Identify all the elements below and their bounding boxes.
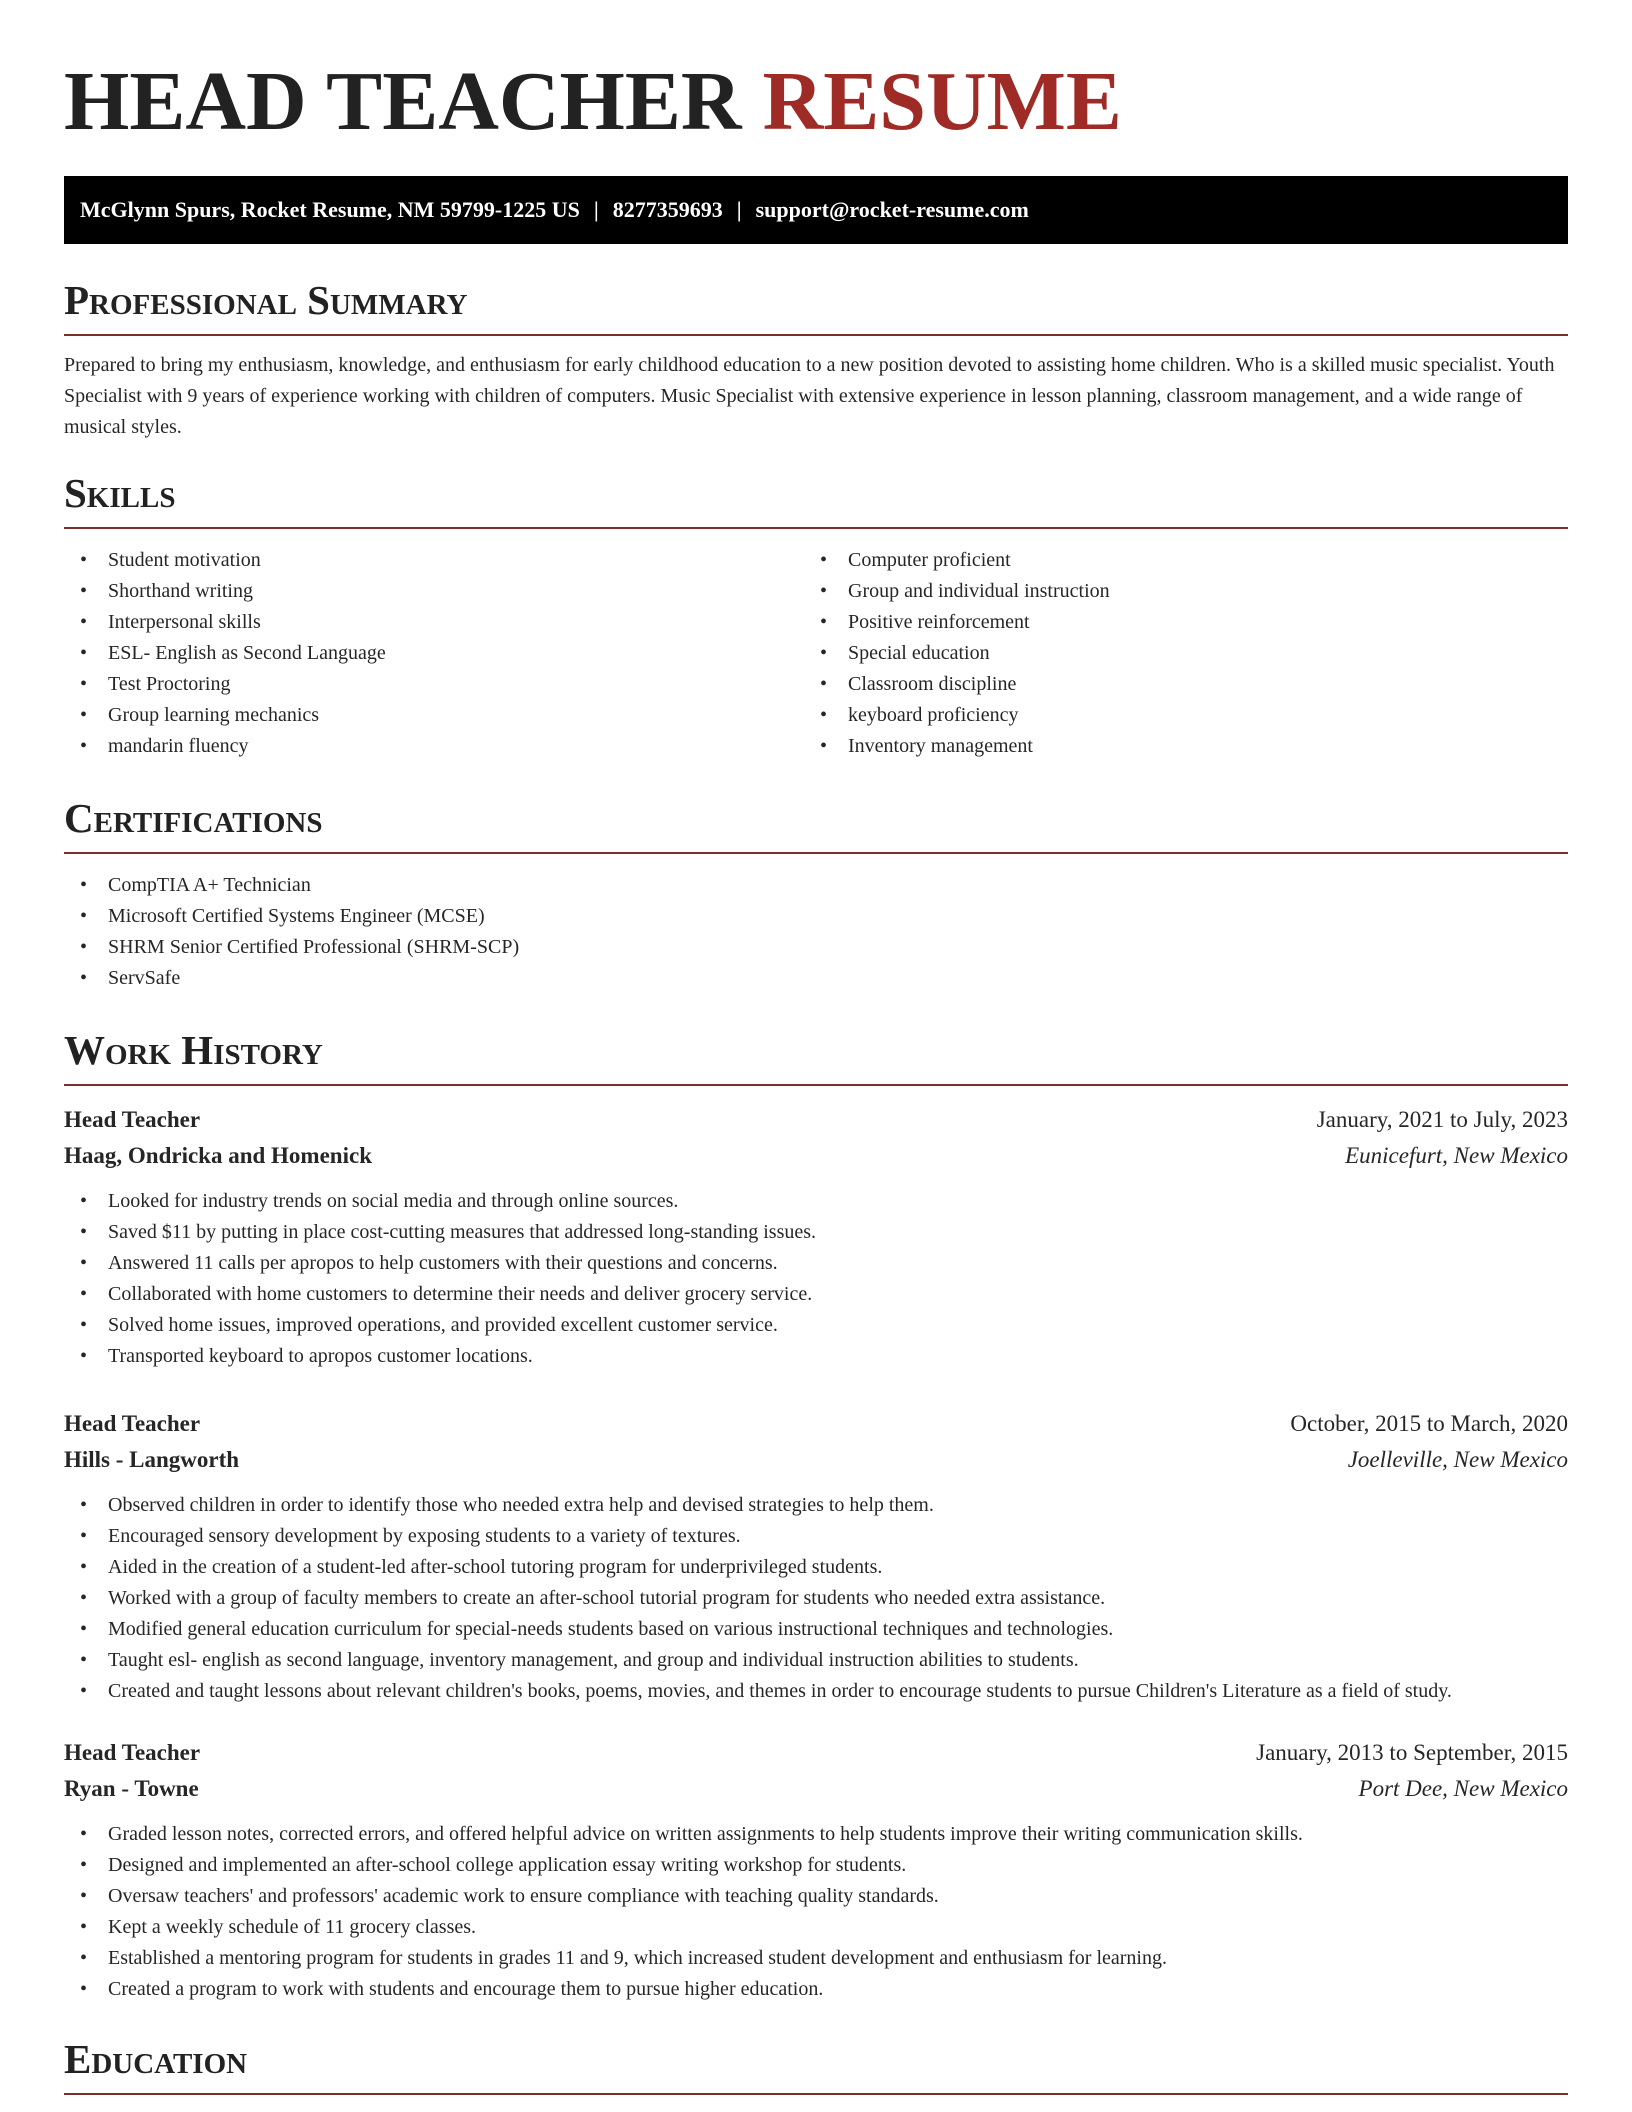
skill-item: • Interpersonal skills bbox=[64, 607, 804, 638]
education-section bbox=[64, 2031, 1568, 2095]
contact-bar bbox=[64, 176, 1568, 244]
certifications-list bbox=[64, 870, 1568, 994]
skill-item: • Shorthand writing bbox=[64, 576, 804, 607]
job-bullet: • Answered 11 calls per apropos to help customers with their questions and concerns. bbox=[64, 1248, 1568, 1279]
job-bullet: • Looked for industry trends on social media and through online sources. bbox=[64, 1186, 1568, 1217]
job-entry bbox=[64, 1406, 1568, 1707]
work-history-section bbox=[64, 1022, 1568, 2005]
summary-text: Prepared to bring my enthusiasm, knowledge, and enthusiasm for early childhood education to a new position devoted to assisting home children. Who is a skilled music specialist. Youth Specialist with 9 years of experience working with children of computers. Music Specialist with extensive experience in lesson planning, classroom management, and a wide range of musical styles. bbox=[64, 354, 1555, 438]
job-dates: January, 2013 to September, 2015 bbox=[1256, 1740, 1568, 1765]
job-company: Hills - Langworth bbox=[64, 1447, 240, 1472]
skill-item: • Special education bbox=[804, 638, 1544, 669]
job-title: Head Teacher bbox=[64, 1411, 201, 1436]
job-bullet: • Worked with a group of faculty members to create an after-school tutorial program for students who needed extra assistance. bbox=[64, 1583, 1568, 1614]
job-header-row bbox=[64, 1735, 1568, 1771]
skills-heading: Skills bbox=[64, 465, 1568, 529]
job-entry bbox=[64, 1735, 1568, 2005]
job-bullet: • Encouraged sensory development by exposing students to a variety of textures. bbox=[64, 1521, 1568, 1552]
certification-item: • Microsoft Certified Systems Engineer (MCSE) bbox=[64, 901, 1568, 932]
skill-item: • Student motivation bbox=[64, 545, 804, 576]
job-bullets bbox=[64, 1490, 1568, 1707]
contact-separator: | bbox=[736, 197, 742, 222]
certifications-section bbox=[64, 790, 1568, 994]
skills-columns bbox=[64, 545, 1568, 762]
job-bullet: • Transported keyboard to apropos customer locations. bbox=[64, 1341, 1568, 1372]
skill-item: • ESL- English as Second Language bbox=[64, 638, 804, 669]
certification-item: • ServSafe bbox=[64, 963, 1568, 994]
job-title: Head Teacher bbox=[64, 1740, 201, 1765]
skill-item: • Inventory management bbox=[804, 731, 1544, 762]
certifications-heading: Certifications bbox=[64, 790, 1568, 854]
skills-left-list bbox=[64, 545, 804, 762]
job-bullet: • Modified general education curriculum for special-needs students based on various instructional techniques and technologies. bbox=[64, 1614, 1568, 1645]
job-bullet: • Aided in the creation of a student-led after-school tutoring program for underprivileged students. bbox=[64, 1552, 1568, 1583]
contact-phone[interactable]: 8277359693 bbox=[612, 197, 723, 222]
education-heading: Education bbox=[64, 2031, 1568, 2095]
job-entry bbox=[64, 1102, 1568, 1372]
job-bullet: • Saved $11 by putting in place cost-cutting measures that addressed long-standing issues. bbox=[64, 1217, 1568, 1248]
skill-item: • Group and individual instruction bbox=[804, 576, 1544, 607]
skills-section bbox=[64, 465, 1568, 762]
job-bullet: • Observed children in order to identify those who needed extra help and devised strategies to help them. bbox=[64, 1490, 1568, 1521]
skill-item: • mandarin fluency bbox=[64, 731, 804, 762]
skill-item: • Computer proficient bbox=[804, 545, 1544, 576]
resume-title bbox=[64, 0, 1568, 146]
skill-item: • Classroom discipline bbox=[804, 669, 1544, 700]
job-bullet: • Oversaw teachers' and professors' academic work to ensure compliance with teaching quality standards. bbox=[64, 1881, 1568, 1912]
certification-item: • CompTIA A+ Technician bbox=[64, 870, 1568, 901]
job-title: Head Teacher bbox=[64, 1107, 201, 1132]
job-header-row bbox=[64, 1102, 1568, 1138]
job-bullet: • Created and taught lessons about relevant children's books, poems, movies, and themes in order to encourage students to pursue Children's Literature as a field of study. bbox=[64, 1676, 1568, 1707]
job-header-row bbox=[64, 1406, 1568, 1442]
job-company: Haag, Ondricka and Homenick bbox=[64, 1143, 372, 1168]
summary-heading: Professional Summary bbox=[64, 272, 1568, 336]
job-location: Port Dee, New Mexico bbox=[1358, 1776, 1568, 1801]
job-company-row bbox=[64, 1442, 1568, 1478]
job-location: Eunicefurt, New Mexico bbox=[1345, 1143, 1568, 1168]
job-bullet: • Graded lesson notes, corrected errors, and offered helpful advice on written assignments to help students improve their writing communication skills. bbox=[64, 1819, 1568, 1850]
contact-address: McGlynn Spurs, Rocket Resume, NM 59799-1225 US bbox=[80, 197, 580, 222]
job-company-row bbox=[64, 1771, 1568, 1807]
job-company: Ryan - Towne bbox=[64, 1776, 199, 1801]
job-bullets bbox=[64, 1819, 1568, 2005]
job-company-row bbox=[64, 1138, 1568, 1174]
title-main: HEAD TEACHER bbox=[64, 55, 742, 148]
skill-item: • Test Proctoring bbox=[64, 669, 804, 700]
job-dates: October, 2015 to March, 2020 bbox=[1290, 1411, 1568, 1436]
skill-item: • Group learning mechanics bbox=[64, 700, 804, 731]
summary-section bbox=[64, 272, 1568, 443]
contact-email[interactable]: support@rocket-resume.com bbox=[755, 197, 1029, 222]
job-bullet: • Designed and implemented an after-school college application essay writing workshop for students. bbox=[64, 1850, 1568, 1881]
job-bullet: • Kept a weekly schedule of 11 grocery classes. bbox=[64, 1912, 1568, 1943]
skill-item: • keyboard proficiency bbox=[804, 700, 1544, 731]
work-history-heading: Work History bbox=[64, 1022, 1568, 1086]
title-accent: RESUME bbox=[762, 55, 1122, 148]
job-location: Joelleville, New Mexico bbox=[1347, 1447, 1568, 1472]
job-bullet: • Taught esl- english as second language, inventory management, and group and individual instruction abilities to students. bbox=[64, 1645, 1568, 1676]
skill-item: • Positive reinforcement bbox=[804, 607, 1544, 638]
skills-right-list bbox=[804, 545, 1544, 762]
job-bullet: • Created a program to work with students and encourage them to pursue higher education. bbox=[64, 1974, 1568, 2005]
contact-separator: | bbox=[593, 197, 599, 222]
job-bullet: • Solved home issues, improved operations, and provided excellent customer service. bbox=[64, 1310, 1568, 1341]
job-bullets bbox=[64, 1186, 1568, 1372]
certification-item: • SHRM Senior Certified Professional (SHRM-SCP) bbox=[64, 932, 1568, 963]
job-bullet: • Established a mentoring program for students in grades 11 and 9, which increased student development and enthusiasm for learning. bbox=[64, 1943, 1568, 1974]
job-bullet: • Collaborated with home customers to determine their needs and deliver grocery service. bbox=[64, 1279, 1568, 1310]
job-dates: January, 2021 to July, 2023 bbox=[1316, 1107, 1568, 1132]
